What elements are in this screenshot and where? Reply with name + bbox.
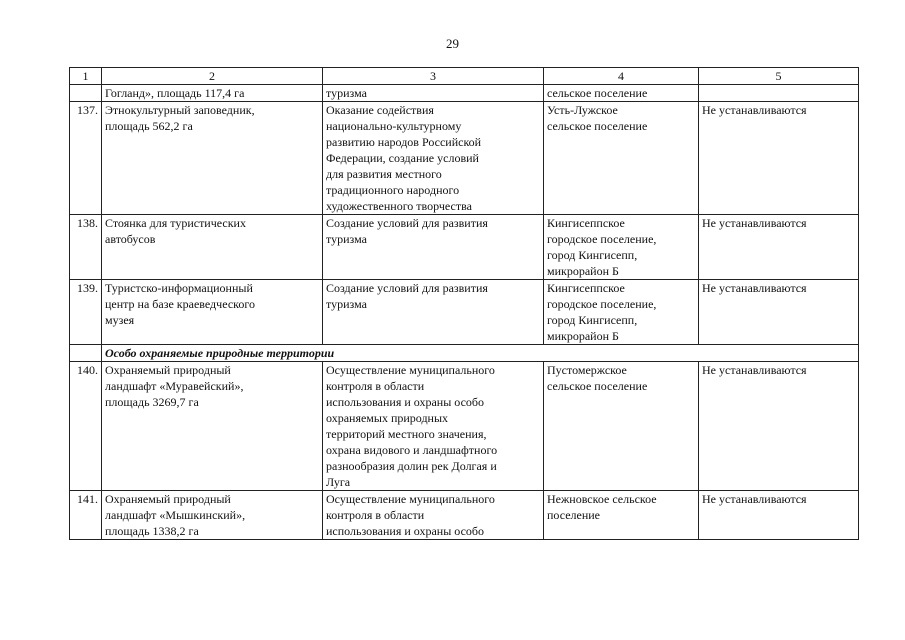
row-number-cell	[70, 85, 102, 102]
row-number-cell: 141.	[70, 491, 102, 540]
object-name-cell: Охраняемый природный ландшафт «Мышкинский», площадь 1338,2 га	[102, 491, 323, 540]
zones-cell: Не устанавливаются	[699, 280, 859, 345]
section-number-cell	[70, 345, 102, 362]
row-number-cell: 139.	[70, 280, 102, 345]
location-cell: Кингисеппское городское поселение, город Кингисепп, микрорайон Б	[544, 280, 699, 345]
location-cell: Пустомержское сельское поселение	[544, 362, 699, 491]
column-number-1: 1	[70, 68, 102, 85]
table-row	[70, 215, 859, 280]
purpose-cell: туризма	[323, 85, 544, 102]
column-number-4: 4	[544, 68, 699, 85]
table-row	[70, 362, 859, 491]
location-cell: Кингисеппское городское поселение, город Кингисепп, микрорайон Б	[544, 215, 699, 280]
zones-cell: Не устанавливаются	[699, 491, 859, 540]
column-number-5: 5	[699, 68, 859, 85]
zones-cell: Не устанавливаются	[699, 362, 859, 491]
purpose-cell: Создание условий для развития туризма	[323, 215, 544, 280]
object-name-cell: Этнокультурный заповедник, площадь 562,2 га	[102, 102, 323, 215]
section-title: Особо охраняемые природные территории	[102, 345, 859, 362]
row-number-cell: 138.	[70, 215, 102, 280]
object-name-cell: Охраняемый природный ландшафт «Муравейский», площадь 3269,7 га	[102, 362, 323, 491]
location-cell: Усть-Лужское сельское поселение	[544, 102, 699, 215]
location-cell: сельское поселение	[544, 85, 699, 102]
purpose-cell: Создание условий для развития туризма	[323, 280, 544, 345]
column-number-row	[70, 68, 859, 85]
purpose-cell: Осуществление муниципального контроля в области использования и охраны особо	[323, 491, 544, 540]
column-number-3: 3	[323, 68, 544, 85]
zones-cell: Не устанавливаются	[699, 102, 859, 215]
location-cell: Нежновское сельское поселение	[544, 491, 699, 540]
territorial-planning-table	[69, 67, 859, 540]
purpose-cell: Осуществление муниципального контроля в области использования и охраны особо охраняемых природных территорий местного значения, охрана видового и ландшафтного разнообразия долин рек Долгая и Луга	[323, 362, 544, 491]
object-name-cell: Гогланд», площадь 117,4 га	[102, 85, 323, 102]
object-name-cell: Стоянка для туристических автобусов	[102, 215, 323, 280]
table-row	[70, 280, 859, 345]
table-row	[70, 102, 859, 215]
column-number-2: 2	[102, 68, 323, 85]
zones-cell: Не устанавливаются	[699, 215, 859, 280]
table-row-continuation	[70, 85, 859, 102]
table-row	[70, 491, 859, 540]
object-name-cell: Туристско-информационный центр на базе краеведческого музея	[102, 280, 323, 345]
row-number-cell: 137.	[70, 102, 102, 215]
section-header-row	[70, 345, 859, 362]
row-number-cell: 140.	[70, 362, 102, 491]
page-number: 29	[446, 36, 459, 51]
purpose-cell: Оказание содействия национально-культурному развитию народов Российской Федерации, создание условий для развития местного традиционного народного художественного творчества	[323, 102, 544, 215]
zones-cell	[699, 85, 859, 102]
